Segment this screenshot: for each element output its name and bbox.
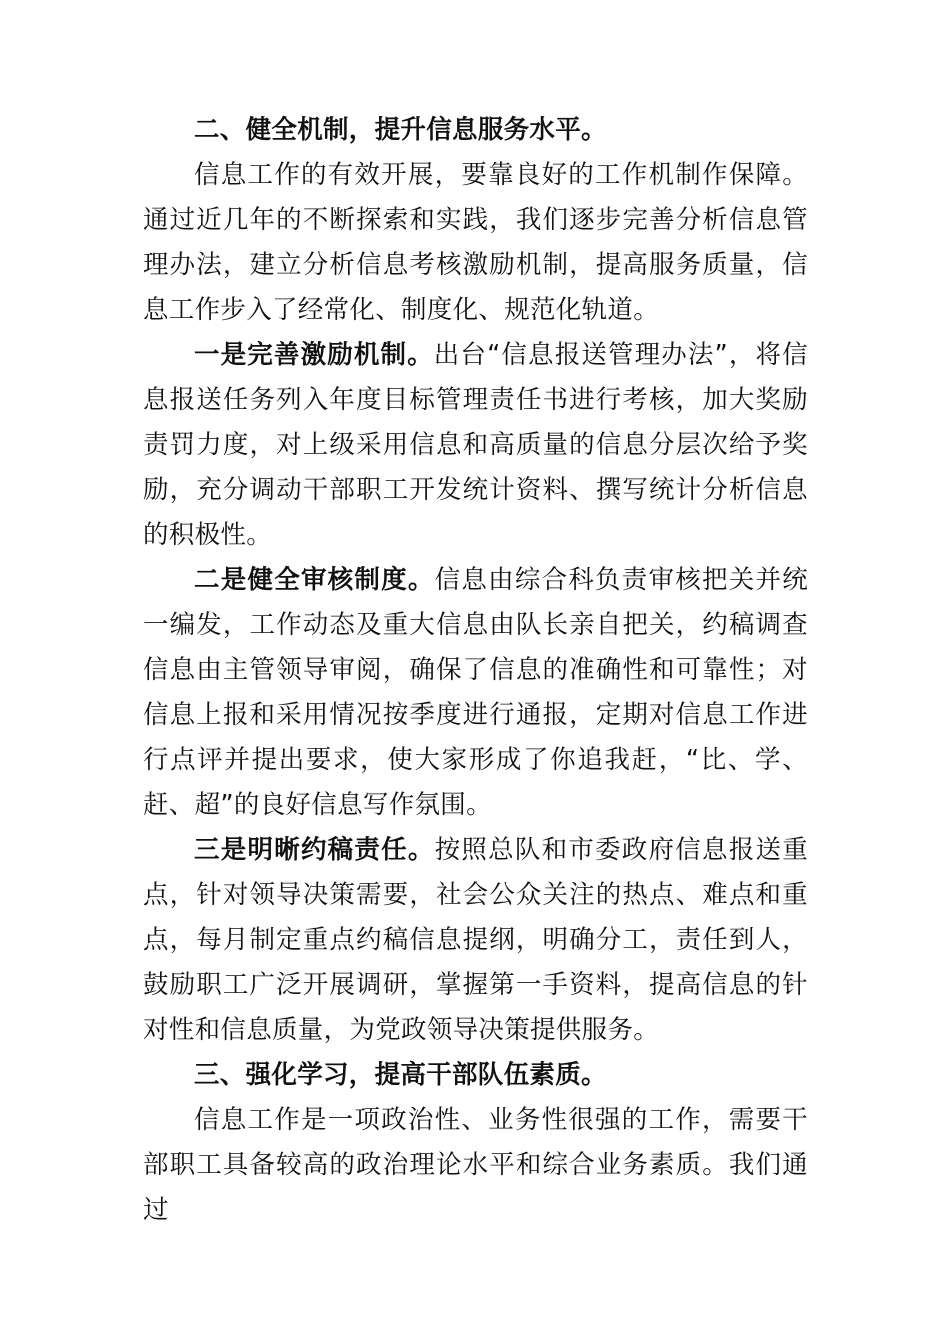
body-paragraph — [143, 828, 808, 1053]
body-paragraph — [143, 153, 808, 333]
body-paragraph — [143, 333, 808, 558]
paragraph-text: 出台“信息报送管理办法”，将信息报送任务列入年度目标管理责任书进行考核，加大奖励责罚力度，对上级采用信息和高质量的信息分层次给予奖励，充分调动干部职工开发统计资料、撰写统计分析信息的积极性。 — [143, 340, 808, 550]
body-paragraph — [143, 558, 808, 828]
paragraph-text: 按照总队和市委政府信息报送重点，针对领导决策需要，社会公众关注的热点、难点和重点，每月制定重点约稿信息提纲，明确分工，责任到人，鼓励职工广泛开展调研，掌握第一手资料，提高信息的针对性和信息质量，为党政领导决策提供服务。 — [143, 835, 809, 1045]
paragraph-text: 信息工作的有效开展，要靠良好的工作机制作保障。通过近几年的不断探索和实践，我们逐步完善分析信息管理办法，建立分析信息考核激励机制，提高服务质量，信息工作步入了经常化、制度化、规范化轨道。 — [143, 160, 808, 325]
paragraph-lead: 三是明晰约稿责任。 — [194, 835, 435, 865]
paragraph-lead: 一是完善激励机制。 — [194, 340, 434, 370]
paragraph-lead: 二是健全审核制度。 — [194, 565, 435, 595]
section-heading: 二、健全机制，提升信息服务水平。 — [194, 115, 607, 145]
body-paragraph — [143, 1098, 808, 1233]
section-heading: 三、强化学习，提高干部队伍素质。 — [194, 1060, 607, 1090]
document-page — [143, 108, 808, 1233]
paragraph-text: 信息工作是一项政治性、业务性很强的工作，需要干部职工具备较高的政治理论水平和综合业务素质。我们通过 — [143, 1105, 808, 1225]
paragraph-text: 信息由综合科负责审核把关并统一编发，工作动态及重大信息由队长亲自把关，约稿调查信息由主管领导审阅，确保了信息的准确性和可靠性；对信息上报和采用情况按季度进行通报，定期对信息工作进行点评并提出要求，使大家形成了你追我赶，“比、学、赶、超”的良好信息写作氛围。 — [143, 565, 809, 820]
